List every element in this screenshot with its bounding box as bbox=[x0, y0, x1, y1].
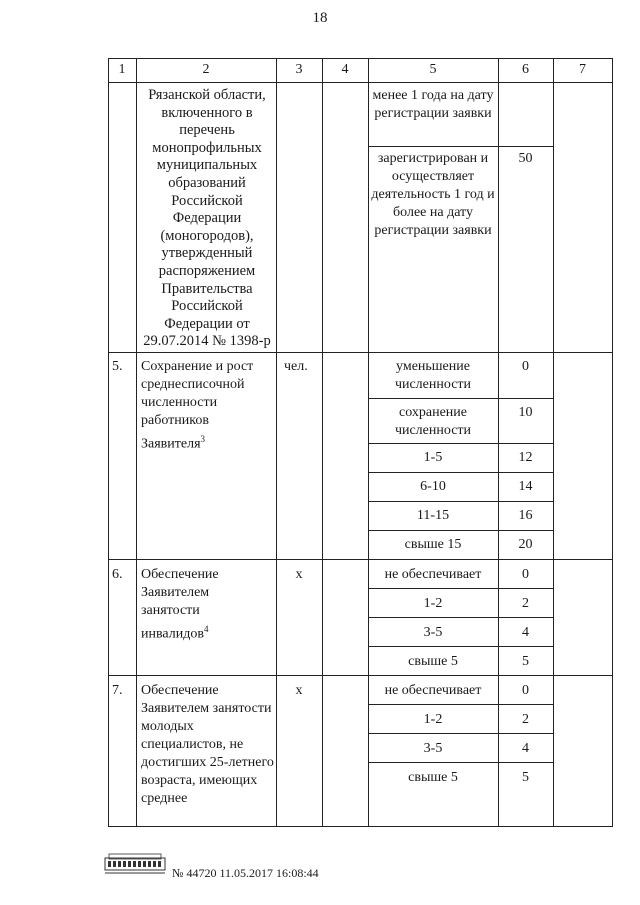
sub-condition: менее 1 года на дату регистрации заявки bbox=[372, 88, 494, 121]
footnote-ref: 3 bbox=[200, 434, 206, 444]
criterion-text bbox=[141, 358, 275, 454]
criterion-label: Сохранение и рост среднесписочной численности работников Заявителя bbox=[141, 359, 254, 452]
sub-condition: свыше 5 bbox=[408, 770, 458, 785]
score-value: 10 bbox=[518, 405, 533, 420]
sub-condition: 6-10 bbox=[420, 479, 446, 494]
score-value: 2 bbox=[522, 596, 529, 611]
unit: х bbox=[295, 567, 303, 582]
stamp-icon bbox=[103, 852, 167, 876]
sub-condition: не обеспечивает bbox=[384, 683, 482, 698]
sub-condition: 1-2 bbox=[423, 712, 443, 727]
criterion-text: Обеспечение Заявителем занятости молодых специалистов, не достигших 25-летнего возраста, имеющих среднее bbox=[141, 683, 274, 806]
sub-condition: уменьшение численности bbox=[394, 359, 472, 392]
sub-condition: зарегистрирован и осуществляет деятельность 1 год и более на дату регистрации заявки bbox=[371, 151, 495, 238]
footnote-ref: 4 bbox=[203, 624, 209, 634]
sub-condition: сохранение численности bbox=[394, 405, 472, 438]
score-value: 4 bbox=[522, 625, 529, 640]
score-value: 0 bbox=[522, 359, 529, 374]
score-value: 20 bbox=[518, 537, 533, 552]
row-number: 7. bbox=[112, 683, 123, 698]
sub-condition: 1-5 bbox=[423, 450, 443, 465]
unit: х bbox=[295, 683, 303, 698]
score-value: 14 bbox=[518, 479, 533, 494]
document-registration-number: № 44720 11.05.2017 16:08:44 bbox=[172, 866, 319, 880]
criterion-label: Обеспечение Заявителем занятости инвалидов bbox=[141, 567, 219, 642]
header-col-3: 3 bbox=[295, 62, 303, 77]
sub-condition: свыше 5 bbox=[408, 654, 458, 669]
criterion-text bbox=[141, 566, 251, 644]
header-col-1: 1 bbox=[118, 62, 126, 77]
sub-condition: 3-5 bbox=[423, 741, 443, 756]
row-number: 5. bbox=[112, 359, 123, 374]
sub-condition: 3-5 bbox=[423, 625, 443, 640]
score-value: 0 bbox=[522, 567, 529, 582]
sub-condition: 1-2 bbox=[423, 596, 443, 611]
header-col-4: 4 bbox=[341, 62, 349, 77]
score-value: 12 bbox=[518, 450, 533, 465]
score-value: 4 bbox=[522, 741, 529, 756]
header-col-7: 7 bbox=[579, 62, 586, 77]
score-value: 16 bbox=[518, 508, 533, 523]
header-col-2: 2 bbox=[202, 62, 210, 77]
criterion-text: Рязанской области, включенного в перечень монопрофильных муниципальных образований Российской Федерации (моногородов), утвержденный распоряжением Правительства Российской Федерации от 29.07.2014 № 1398-р bbox=[143, 87, 271, 350]
row-number: 6. bbox=[112, 567, 123, 582]
header-col-5: 5 bbox=[429, 62, 437, 77]
sub-condition: не обеспечивает bbox=[384, 567, 482, 582]
header-col-6: 6 bbox=[522, 62, 529, 77]
score-value: 50 bbox=[518, 151, 533, 166]
score-value: 2 bbox=[522, 712, 529, 727]
score-value: 5 bbox=[522, 654, 529, 669]
sub-condition: 11-15 bbox=[416, 508, 450, 523]
score-value: 5 bbox=[522, 770, 529, 785]
score-value: 0 bbox=[522, 683, 529, 698]
unit: чел. bbox=[284, 359, 308, 374]
sub-condition: свыше 15 bbox=[404, 537, 462, 552]
page-number: 18 bbox=[312, 10, 328, 26]
